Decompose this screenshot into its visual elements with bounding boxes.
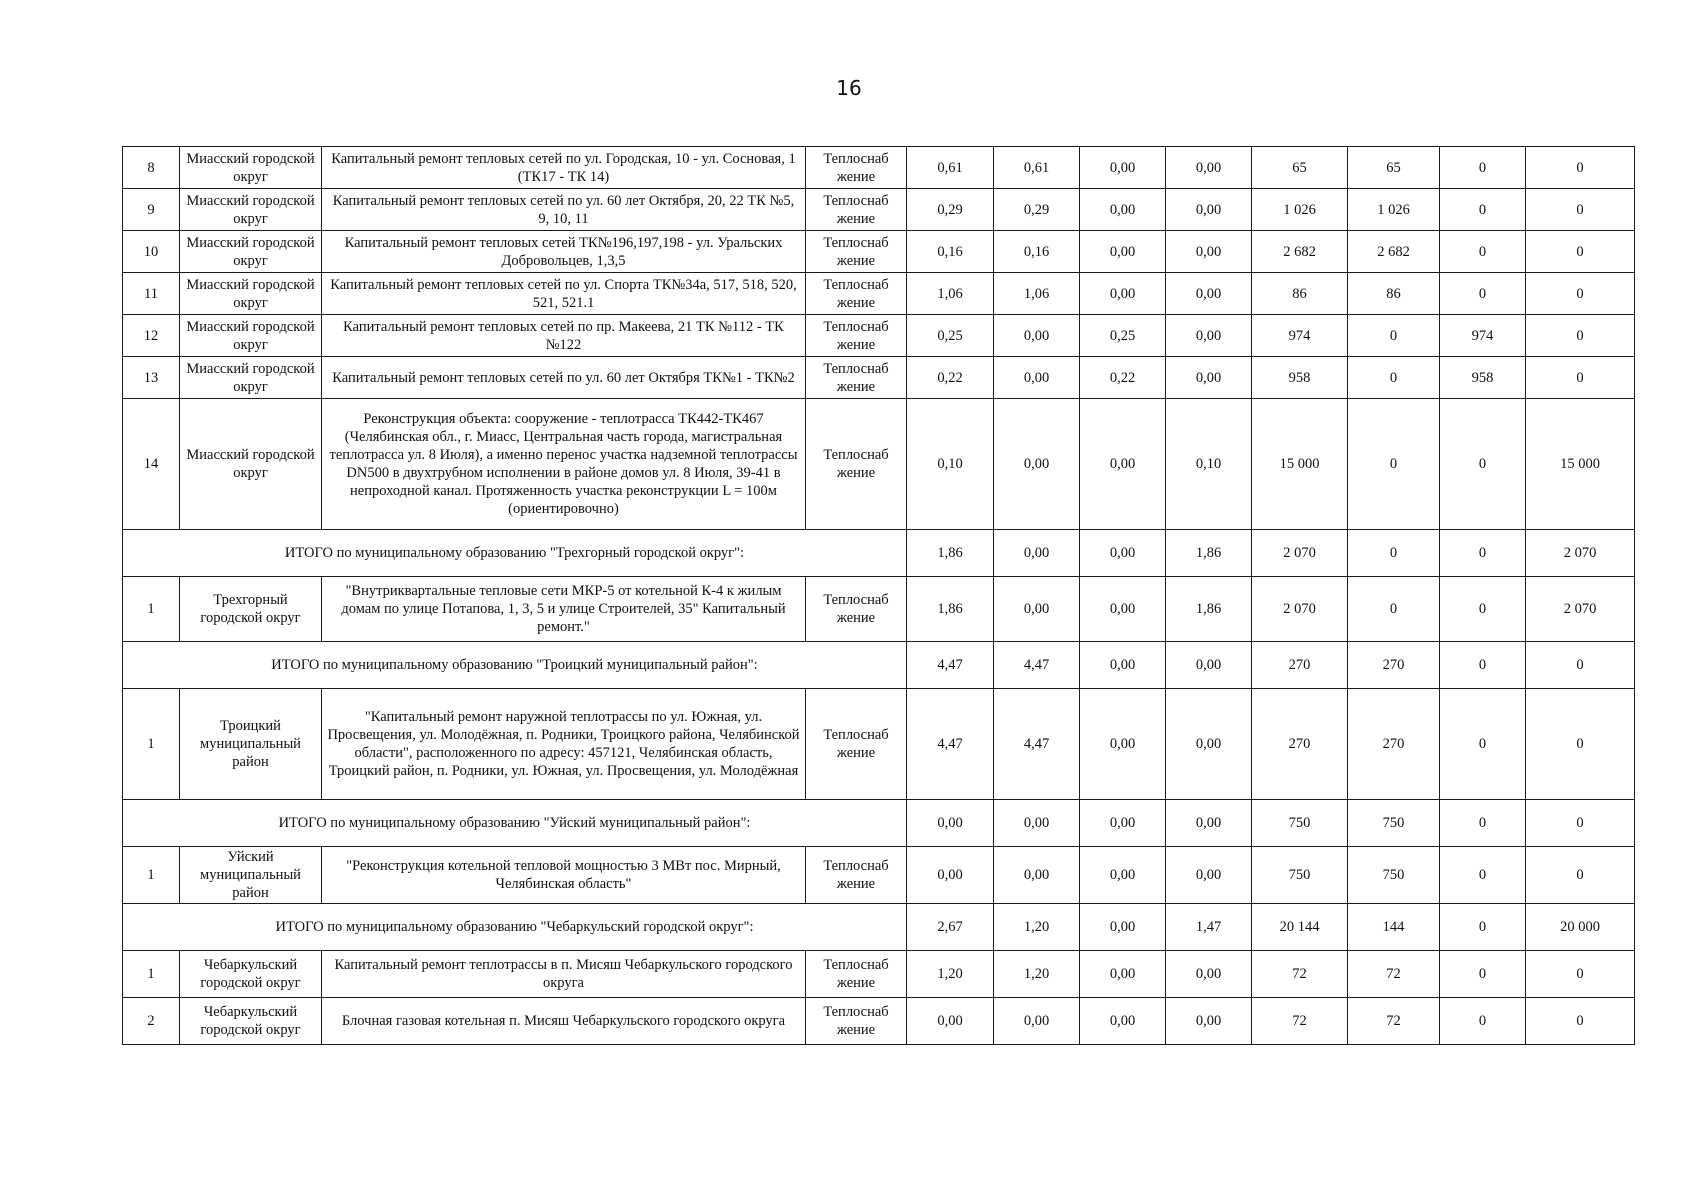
value-cell: 72	[1348, 951, 1440, 998]
municipality-cell: Уйский муниципальный район	[180, 847, 322, 904]
table-row	[123, 577, 1635, 642]
value-cell: 0	[1440, 189, 1526, 231]
value-cell: 0	[1526, 998, 1635, 1045]
value-cell: 0,00	[1080, 904, 1166, 951]
value-cell: 270	[1252, 689, 1348, 800]
value-cell: 0,00	[1080, 530, 1166, 577]
description-cell: Капитальный ремонт тепловых сетей по ул. 60 лет Октября, 20, 22 ТК №5, 9, 10, 11	[322, 189, 806, 231]
description-cell: Капитальный ремонт тепловых сетей по ул. 60 лет Октября ТК№1 - ТК№2	[322, 357, 806, 399]
value-cell: 0,00	[994, 800, 1080, 847]
total-row	[123, 530, 1635, 577]
description-cell: "Капитальный ремонт наружной теплотрассы по ул. Южная, ул. Просвещения, ул. Молодёжная, п. Родники, Троицкого района, Челябинской области", расположенного по адресу: 457121, Челябинская область, Троицкий район, п. Родники, ул. Южная, ул. Просвещения, ул. Молодёжная	[322, 689, 806, 800]
value-cell: 0,00	[1080, 689, 1166, 800]
value-cell: 20 000	[1526, 904, 1635, 951]
municipality-cell: Чебаркульский городской округ	[180, 951, 322, 998]
value-cell: 4,47	[994, 642, 1080, 689]
value-cell: 0,61	[907, 147, 994, 189]
value-cell: 1,06	[907, 273, 994, 315]
value-cell: 0,00	[1166, 357, 1252, 399]
value-cell: 1,20	[907, 951, 994, 998]
value-cell: 0	[1348, 577, 1440, 642]
value-cell: 86	[1252, 273, 1348, 315]
value-cell: 65	[1252, 147, 1348, 189]
value-cell: 0,00	[1080, 231, 1166, 273]
value-cell: 270	[1348, 689, 1440, 800]
value-cell: 0,61	[994, 147, 1080, 189]
value-cell: 0,29	[994, 189, 1080, 231]
value-cell: 0,10	[1166, 399, 1252, 530]
value-cell: 0	[1440, 951, 1526, 998]
municipality-cell: Миасский городской округ	[180, 399, 322, 530]
value-cell: 0,00	[1166, 951, 1252, 998]
type-cell: Теплоснаб жение	[806, 315, 907, 357]
value-cell: 0,00	[907, 998, 994, 1045]
value-cell: 15 000	[1252, 399, 1348, 530]
value-cell: 0,00	[1166, 231, 1252, 273]
value-cell: 4,47	[907, 642, 994, 689]
value-cell: 0,00	[1166, 315, 1252, 357]
value-cell: 0,00	[1080, 273, 1166, 315]
value-cell: 0,22	[1080, 357, 1166, 399]
value-cell: 0	[1348, 399, 1440, 530]
value-cell: 0,00	[907, 847, 994, 904]
row-number-cell: 1	[123, 951, 180, 998]
municipality-cell: Миасский городской округ	[180, 147, 322, 189]
value-cell: 750	[1348, 847, 1440, 904]
table-row	[123, 273, 1635, 315]
value-cell: 0	[1348, 357, 1440, 399]
value-cell: 0,00	[994, 315, 1080, 357]
description-cell: "Реконструкция котельной тепловой мощностью 3 МВт пос. Мирный, Челябинская область"	[322, 847, 806, 904]
value-cell: 0	[1526, 800, 1635, 847]
value-cell: 0	[1440, 847, 1526, 904]
value-cell: 0	[1440, 147, 1526, 189]
value-cell: 15 000	[1526, 399, 1635, 530]
total-label-cell: ИТОГО по муниципальному образованию "Троицкий муниципальный район":	[123, 642, 907, 689]
value-cell: 0,00	[1166, 689, 1252, 800]
type-cell: Теплоснаб жение	[806, 231, 907, 273]
value-cell: 0	[1440, 231, 1526, 273]
row-number-cell: 14	[123, 399, 180, 530]
type-cell: Теплоснаб жение	[806, 998, 907, 1045]
value-cell: 750	[1252, 847, 1348, 904]
municipality-cell: Троицкий муниципальный район	[180, 689, 322, 800]
total-row	[123, 800, 1635, 847]
value-cell: 0	[1440, 399, 1526, 530]
value-cell: 0	[1526, 642, 1635, 689]
municipality-cell: Миасский городской округ	[180, 273, 322, 315]
row-number-cell: 8	[123, 147, 180, 189]
type-cell: Теплоснаб жение	[806, 399, 907, 530]
value-cell: 1,06	[994, 273, 1080, 315]
total-row	[123, 904, 1635, 951]
value-cell: 2,67	[907, 904, 994, 951]
value-cell: 0,00	[1080, 847, 1166, 904]
description-cell: Капитальный ремонт тепловых сетей ТК№196,197,198 - ул. Уральских Добровольцев, 1,3,5	[322, 231, 806, 273]
value-cell: 2 070	[1526, 530, 1635, 577]
table-row	[123, 147, 1635, 189]
value-cell: 2 070	[1526, 577, 1635, 642]
value-cell: 0,00	[1080, 399, 1166, 530]
program-table	[122, 146, 1635, 1045]
description-cell: Блочная газовая котельная п. Мисяш Чебаркульского городского округа	[322, 998, 806, 1045]
value-cell: 1,86	[1166, 577, 1252, 642]
page-number: 16	[836, 76, 862, 100]
row-number-cell: 13	[123, 357, 180, 399]
row-number-cell: 10	[123, 231, 180, 273]
value-cell: 0	[1526, 273, 1635, 315]
type-cell: Теплоснаб жение	[806, 689, 907, 800]
description-cell: Капитальный ремонт тепловых сетей по пр. Макеева, 21 ТК №112 - ТК №122	[322, 315, 806, 357]
row-number-cell: 1	[123, 689, 180, 800]
value-cell: 0	[1526, 357, 1635, 399]
type-cell: Теплоснаб жение	[806, 847, 907, 904]
row-number-cell: 12	[123, 315, 180, 357]
value-cell: 1,20	[994, 904, 1080, 951]
value-cell: 1,20	[994, 951, 1080, 998]
value-cell: 0,00	[1166, 847, 1252, 904]
table-row	[123, 847, 1635, 904]
type-cell: Теплоснаб жение	[806, 273, 907, 315]
table-row	[123, 357, 1635, 399]
type-cell: Теплоснаб жение	[806, 189, 907, 231]
table-row	[123, 689, 1635, 800]
value-cell: 0,00	[1080, 147, 1166, 189]
row-number-cell: 1	[123, 847, 180, 904]
value-cell: 2 682	[1348, 231, 1440, 273]
municipality-cell: Трехгорный городской округ	[180, 577, 322, 642]
value-cell: 270	[1348, 642, 1440, 689]
value-cell: 1,86	[1166, 530, 1252, 577]
value-cell: 0,00	[1166, 189, 1252, 231]
description-cell: Капитальный ремонт тепловых сетей по ул. Городская, 10 - ул. Сосновая, 1 (ТК17 - ТК 14)	[322, 147, 806, 189]
value-cell: 20 144	[1252, 904, 1348, 951]
value-cell: 86	[1348, 273, 1440, 315]
value-cell: 750	[1348, 800, 1440, 847]
value-cell: 65	[1348, 147, 1440, 189]
value-cell: 0	[1440, 577, 1526, 642]
table-row	[123, 231, 1635, 273]
value-cell: 0	[1440, 642, 1526, 689]
value-cell: 0,16	[907, 231, 994, 273]
value-cell: 0,10	[907, 399, 994, 530]
value-cell: 0,00	[1080, 577, 1166, 642]
value-cell: 0	[1526, 951, 1635, 998]
row-number-cell: 9	[123, 189, 180, 231]
table-row	[123, 998, 1635, 1045]
value-cell: 0,00	[1166, 273, 1252, 315]
table-row	[123, 189, 1635, 231]
value-cell: 0,00	[1166, 147, 1252, 189]
total-label-cell: ИТОГО по муниципальному образованию "Трехгорный городской округ":	[123, 530, 907, 577]
value-cell: 72	[1348, 998, 1440, 1045]
municipality-cell: Миасский городской округ	[180, 189, 322, 231]
total-label-cell: ИТОГО по муниципальному образованию "Чебаркульский городской округ":	[123, 904, 907, 951]
municipality-cell: Чебаркульский городской округ	[180, 998, 322, 1045]
value-cell: 0,00	[994, 577, 1080, 642]
value-cell: 0	[1526, 147, 1635, 189]
value-cell: 1,86	[907, 577, 994, 642]
value-cell: 0,00	[907, 800, 994, 847]
value-cell: 0,00	[994, 399, 1080, 530]
value-cell: 72	[1252, 998, 1348, 1045]
total-label-cell: ИТОГО по муниципальному образованию "Уйский муниципальный район":	[123, 800, 907, 847]
value-cell: 0	[1440, 689, 1526, 800]
value-cell: 0,22	[907, 357, 994, 399]
row-number-cell: 1	[123, 577, 180, 642]
value-cell: 958	[1252, 357, 1348, 399]
value-cell: 0	[1348, 530, 1440, 577]
value-cell: 0	[1440, 904, 1526, 951]
value-cell: 2 070	[1252, 577, 1348, 642]
value-cell: 0,25	[1080, 315, 1166, 357]
value-cell: 2 682	[1252, 231, 1348, 273]
type-cell: Теплоснаб жение	[806, 577, 907, 642]
value-cell: 2 070	[1252, 530, 1348, 577]
description-cell: Капитальный ремонт теплотрассы в п. Мисяш Чебаркульского городского округа	[322, 951, 806, 998]
value-cell: 0,00	[1080, 642, 1166, 689]
description-cell: Капитальный ремонт тепловых сетей по ул. Спорта ТК№34а, 517, 518, 520, 521, 521.1	[322, 273, 806, 315]
value-cell: 0,00	[994, 998, 1080, 1045]
value-cell: 0,00	[1080, 951, 1166, 998]
value-cell: 0	[1526, 315, 1635, 357]
value-cell: 144	[1348, 904, 1440, 951]
table-body	[123, 147, 1635, 1045]
value-cell: 0	[1440, 273, 1526, 315]
value-cell: 0	[1526, 689, 1635, 800]
value-cell: 0,00	[994, 530, 1080, 577]
value-cell: 0,00	[1080, 800, 1166, 847]
value-cell: 0	[1526, 189, 1635, 231]
description-cell: Реконструкция объекта: сооружение - теплотрасса ТК442-ТК467 (Челябинская обл., г. Миасс, Центральная часть города, магистральная теплотрасса ул. 8 Июля), а именно перенос участка надземной теплотрассы DN500 в двухтрубном исполнении в районе домов ул. 8 Июля, 39-41 в непроходной канал. Протяженность участка реконструкции L = 100м (ориентировочно)	[322, 399, 806, 530]
value-cell: 0,29	[907, 189, 994, 231]
row-number-cell: 11	[123, 273, 180, 315]
table-row	[123, 951, 1635, 998]
value-cell: 958	[1440, 357, 1526, 399]
value-cell: 1,47	[1166, 904, 1252, 951]
value-cell: 0,00	[994, 847, 1080, 904]
value-cell: 750	[1252, 800, 1348, 847]
value-cell: 0,00	[994, 357, 1080, 399]
row-number-cell: 2	[123, 998, 180, 1045]
table-row	[123, 315, 1635, 357]
value-cell: 1,86	[907, 530, 994, 577]
type-cell: Теплоснаб жение	[806, 357, 907, 399]
value-cell: 0,00	[1080, 189, 1166, 231]
value-cell: 974	[1252, 315, 1348, 357]
value-cell: 0,25	[907, 315, 994, 357]
value-cell: 0	[1526, 231, 1635, 273]
value-cell: 974	[1440, 315, 1526, 357]
value-cell: 4,47	[907, 689, 994, 800]
municipality-cell: Миасский городской округ	[180, 231, 322, 273]
value-cell: 0	[1348, 315, 1440, 357]
municipality-cell: Миасский городской округ	[180, 357, 322, 399]
value-cell: 4,47	[994, 689, 1080, 800]
value-cell: 0	[1440, 530, 1526, 577]
value-cell: 0,00	[1166, 800, 1252, 847]
value-cell: 72	[1252, 951, 1348, 998]
value-cell: 1 026	[1348, 189, 1440, 231]
value-cell: 0,16	[994, 231, 1080, 273]
value-cell: 270	[1252, 642, 1348, 689]
table-row	[123, 399, 1635, 530]
type-cell: Теплоснаб жение	[806, 147, 907, 189]
value-cell: 0,00	[1166, 998, 1252, 1045]
value-cell: 0	[1440, 998, 1526, 1045]
value-cell: 1 026	[1252, 189, 1348, 231]
description-cell: "Внутриквартальные тепловые сети МКР-5 от котельной К-4 к жилым домам по улице Потапова, 1, 3, 5 и улице Строителей, 35" Капитальный ремонт."	[322, 577, 806, 642]
value-cell: 0	[1440, 800, 1526, 847]
municipality-cell: Миасский городской округ	[180, 315, 322, 357]
type-cell: Теплоснаб жение	[806, 951, 907, 998]
value-cell: 0	[1526, 847, 1635, 904]
value-cell: 0,00	[1080, 998, 1166, 1045]
value-cell: 0,00	[1166, 642, 1252, 689]
total-row	[123, 642, 1635, 689]
